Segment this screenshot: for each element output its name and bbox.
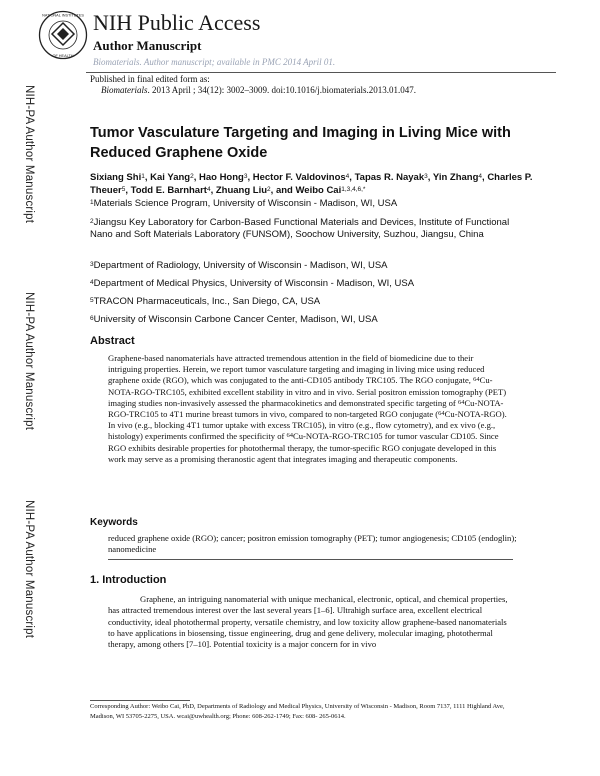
author: Kai Yang: [150, 172, 191, 183]
affiliation-6: $^6$University of Wisconsin Carbone Cancer Center, Madison, WI, USA: [90, 314, 378, 325]
availability-note: Biomaterials. Author manuscript; available in PMC 2014 April 01.: [93, 57, 336, 67]
abstract-body: Graphene-based nanomaterials have attracted tremendous attention in the field of biomedicine due to their intriguing properties. Herein, we report tumor vasculature targeting and imaging in living mice using reduced graphene oxide (RGO), which was conjugated to the anti-CD105 antibody TRC105. The RGO conjugate, $^{64}$Cu-NOTA-RGO-TRC105, exhibited excellent stability in vitro and in vivo. Serial positron emission tomography (PET) imaging studies non-invasively assessed the pharmacokinetics and demonstrated specific targeting of $^{64}$Cu-NOTA-RGO-TRC105 to 4T1 murine breast tumors in vivo, compared to non-targeted RGO conjugate ($^{64}$Cu-NOTA-RGO). In vivo (e.g., blocking 4T1 tumor uptake with excess TRC105), in vitro (e.g., flow cytometry), and ex vivo (e.g., histology) experiments confirmed the specificity of $^{64}$Cu-NOTA-RGO-TRC105 for tumor vascular CD105. Since RGO exhibits desirable properties for photothermal therapy, the tumor-specific RGO conjugate developed in this work may serve as a promising theranostic agent that integrates imaging and therapeutic components.: [108, 353, 507, 464]
author: Charles P. Theuer: [90, 172, 533, 196]
affiliation-4: $^4$Department of Medical Physics, University of Wisconsin - Madison, WI, USA: [90, 278, 415, 289]
svg-text:OF HEALTH: OF HEALTH: [52, 54, 74, 58]
introduction-body: Graphene, an intriguing nanomaterial with unique mechanical, electronic, optical, and chemical properties, has attracted tremendous interest over the last several years [1–6]. Ultrahigh surface area, excellent electrical conductivity, ideal photothermal property, versatile chemistry, and low toxicity allow graphene-based nanomaterials to have applications in biosensing, tissue engineering, drug and gene delivery, molecular imaging, photothermal therapy, among others [7–10]. Potential toxicity is a major concern for in vivo: [108, 594, 508, 650]
keywords-heading: Keywords: [90, 517, 138, 528]
citation-details: . 2013 April ; 34(12): 3002–3009. doi:10.1016/j.biomaterials.2013.01.047.: [147, 85, 416, 95]
corresponding-author-footnote: Corresponding Author: Weibo Cai, PhD, Departments of Radiology and Medical Physics, University of Wisconsin - Madison, Room 7137, 1111 Highland Ave, Madison, WI 53705-2275, USA. wcai@uwhealth.org; Phone: 608-262-1749; Fax: 608- 265-0614.: [90, 703, 505, 720]
citation-line: [101, 85, 416, 96]
affiliation-2: $^2$Jiangsu Key Laboratory for Carbon-Based Functional Materials and Devices, Institute of Functional Nano and Soft Materials Laboratory (FUNSOM), Soochow University, Suzhou, Jiangsu, China: [90, 217, 510, 240]
published-in-label: Published in final edited form as:: [90, 74, 210, 84]
keywords-list: reduced graphene oxide (RGO); cancer; positron emission tomography (PET); tumor angiogenesis; CD105 (endoglin); nanomedicine: [108, 533, 517, 554]
side-label-3: NIH-PA Author Manuscript: [23, 500, 35, 639]
author: Hao Hong: [198, 172, 244, 183]
introduction-heading: 1. Introduction: [90, 574, 167, 586]
nih-seal-logo: [38, 10, 88, 60]
author: Todd E. Barnhart: [130, 185, 207, 196]
abstract-heading: Abstract: [90, 335, 135, 347]
author: Sixiang Shi: [90, 172, 142, 183]
side-label-1: NIH-PA Author Manuscript: [23, 85, 35, 224]
affiliation-5: $^5$TRACON Pharmaceuticals, Inc., San Diego, CA, USA: [90, 296, 321, 307]
author: Hector F. Valdovinos: [252, 172, 346, 183]
author: Yin Zhang: [432, 172, 479, 183]
author: Tapas R. Nayak: [354, 172, 425, 183]
affiliation-3: $^3$Department of Radiology, University of Wisconsin - Madison, WI, USA: [90, 260, 388, 271]
side-label-2: NIH-PA Author Manuscript: [23, 292, 35, 431]
nih-public-access-title: NIH Public Access: [93, 10, 261, 35]
footnote-divider: [90, 700, 190, 701]
keywords-divider: [108, 559, 513, 560]
journal-name: Biomaterials: [101, 85, 148, 95]
affiliation-1: $^1$Materials Science Program, University of Wisconsin - Madison, WI, USA: [90, 198, 398, 209]
author: Zhuang Liu: [215, 185, 268, 196]
author: Weibo Cai: [295, 185, 342, 196]
author-manuscript-label: Author Manuscript: [93, 38, 202, 53]
header-divider: [86, 72, 556, 73]
svg-text:NATIONAL INSTITUTES: NATIONAL INSTITUTES: [42, 13, 84, 18]
article-title: Tumor Vasculature Targeting and Imaging in Living Mice with Reduced Graphene Oxide: [90, 125, 511, 161]
author-list: Sixiang Shi$^1$, Kai Yang$^2$, Hao Hong$^3$, Hector F. Valdovinos$^4$, Tapas R. Nayak$^3$, Yin Zhang$^4$, Charles P. Theuer$^5$, Todd E. Barnhart$^4$, Zhuang Liu$^2$, and Weibo Cai$^{1,3,4,6,*}$: [90, 172, 533, 196]
